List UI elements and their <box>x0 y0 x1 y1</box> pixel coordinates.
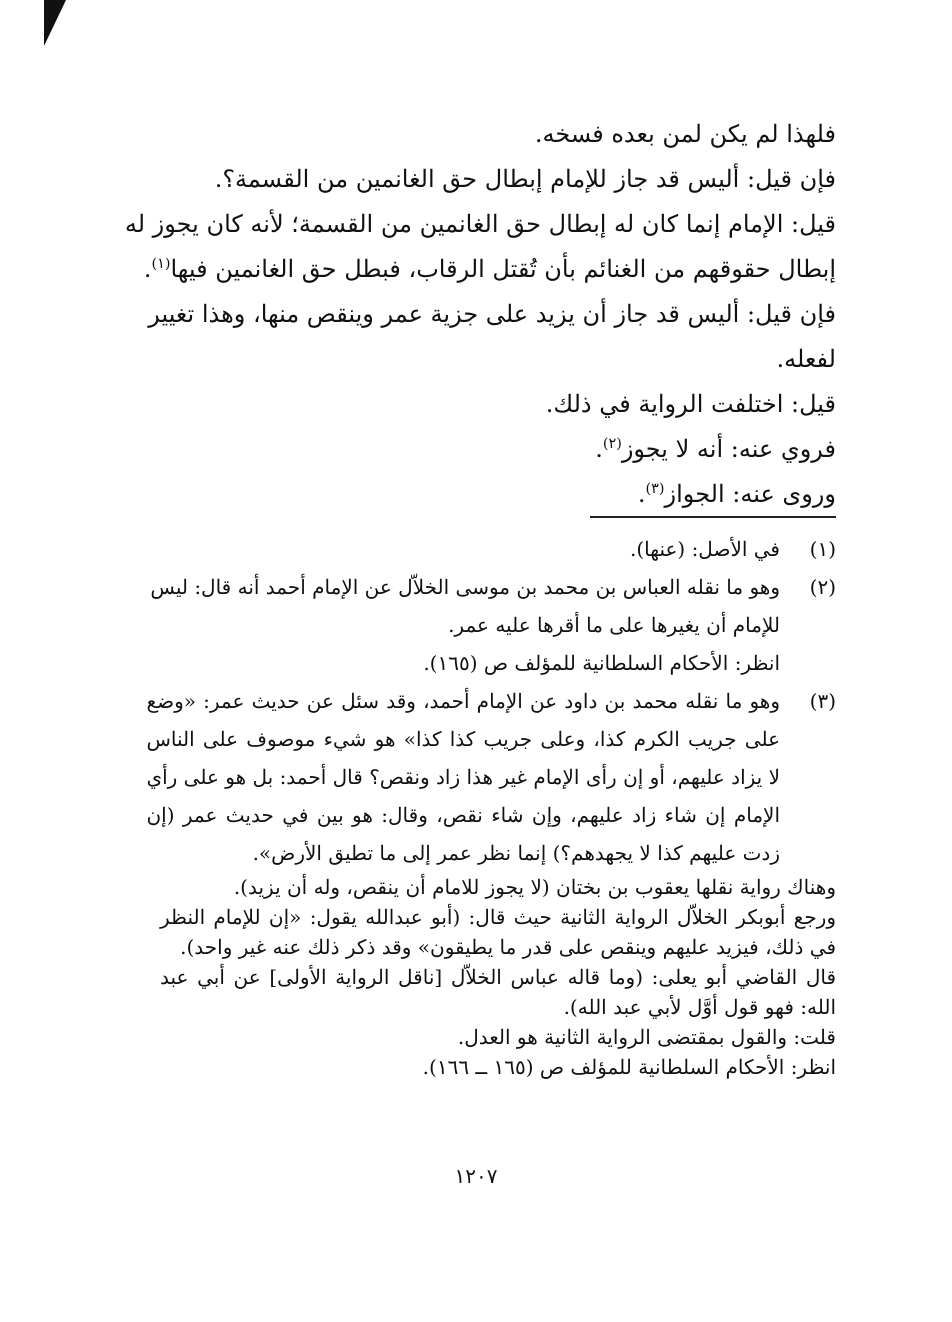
main-line: فإن قيل: أليس قد جاز للإمام إبطال حق الغانمين من القسمة؟. <box>214 165 836 193</box>
footnote-line: ورجع أبوبكر الخلاّل الرواية الثانية حيث قال: (أبو عبدالله يقول: «إن للإمام النظر <box>160 905 836 929</box>
footnote-line: قلت: والقول بمقتضى الرواية الثانية هو العدل. <box>457 1025 836 1049</box>
footnote-line: للإمام أن يغيرها على ما أقرها عليه عمر. <box>448 613 780 637</box>
footnote-text <box>160 530 780 568</box>
main-line: فلهذا لم يكن لمن بعده فسخه. <box>534 120 836 148</box>
main-line-tail: . <box>637 480 646 508</box>
footnote-line: زدت عليهم كذا لا يجهدهم؟) إنما نظر عمر إلى ما تطيق الأرض». <box>252 841 780 865</box>
footnote-number: (٢) <box>809 575 836 599</box>
footnote-line: الله: فهو قول أوَّل لأبي عبد الله). <box>563 995 836 1019</box>
main-text <box>124 112 836 517</box>
main-line-tail: . <box>143 255 152 283</box>
footnote-text <box>146 682 780 872</box>
footnote-line: على جريب الكرم كذا، وعلى جريب كذا كذا» هو شيء موصوف على الناس <box>146 727 780 751</box>
footnote <box>160 530 836 568</box>
footnote-line: وهو ما نقله العباس بن محمد بن موسى الخلاّل عن الإمام أحمد أنه قال: ليس <box>150 575 780 599</box>
main-line-text: وروى عنه: الجواز <box>664 480 836 508</box>
corner-mark <box>44 0 66 46</box>
footnote-line: في ذلك، فيزيد عليهم وينقص على قدر ما يطيقون» وقد ذكر ذلك عنه غير واحد). <box>180 935 836 959</box>
footnote-line: وهناك رواية نقلها يعقوب بن بختان (لا يجوز للامام أن ينقص، وله أن يزيد). <box>233 875 836 899</box>
footnote-line: في الأصل: (عنها). <box>629 537 780 561</box>
main-line <box>160 472 836 517</box>
main-line-text: فروي عنه: أنه لا يجوز <box>621 435 836 463</box>
footnote-ref: (١) <box>151 256 171 272</box>
main-line <box>143 247 836 292</box>
main-line: قيل: اختلفت الرواية في ذلك. <box>545 390 836 418</box>
main-line: فإن قيل: أليس قد جاز أن يزيد على جزية عمر وينقص منها، وهذا تغيير <box>148 300 836 328</box>
footnote-number: (١) <box>809 537 836 561</box>
footnote-number: (٣) <box>809 689 836 713</box>
page-number: ١٢٠٧ <box>454 1164 498 1188</box>
footnote-line: انظر: الأحكام السلطانية للمؤلف ص (١٦٥). <box>423 651 780 675</box>
footnote-line: انظر: الأحكام السلطانية للمؤلف ص (١٦٥ ــ ١٦٦). <box>422 1055 836 1079</box>
main-line-text: إبطال حقوقهم من الغنائم بأن تُقتل الرقاب، فبطل حق الغانمين فيها <box>170 255 836 283</box>
footnote-line: قال القاضي أبو يعلى: (وما قاله عباس الخلاّل [ناقل الرواية الأولى] عن أبي عبد <box>160 965 836 989</box>
main-line-tail: . <box>595 435 603 463</box>
footnote <box>146 682 836 872</box>
footnote-ref: (٣) <box>645 481 665 497</box>
main-line: قيل: الإمام إنما كان له إبطال حق الغانمين من القسمة؛ لأنه كان يجوز له <box>124 210 836 238</box>
footnote-line: لا يزاد عليهم، أو إن رأى الإمام غير هذا زاد ونقص؟ قال أحمد: بل هو على رأي <box>146 765 780 789</box>
main-line <box>160 427 836 472</box>
footnote-continuation <box>160 872 836 1082</box>
footnotes <box>146 530 836 1082</box>
footnote-text <box>150 568 780 682</box>
main-line: لفعله. <box>776 345 836 373</box>
footnote-separator <box>590 516 836 518</box>
footnote-line: الإمام إن شاء زاد عليهم، وإن شاء نقص، وقال: هو بين في حديث عمر (إن <box>146 803 780 827</box>
footnote-line: وهو ما نقله محمد بن داود عن الإمام أحمد، وقد سئل عن حديث عمر: «وضع <box>146 689 780 713</box>
footnote <box>150 568 836 682</box>
footnote-ref: (٢) <box>602 436 622 452</box>
